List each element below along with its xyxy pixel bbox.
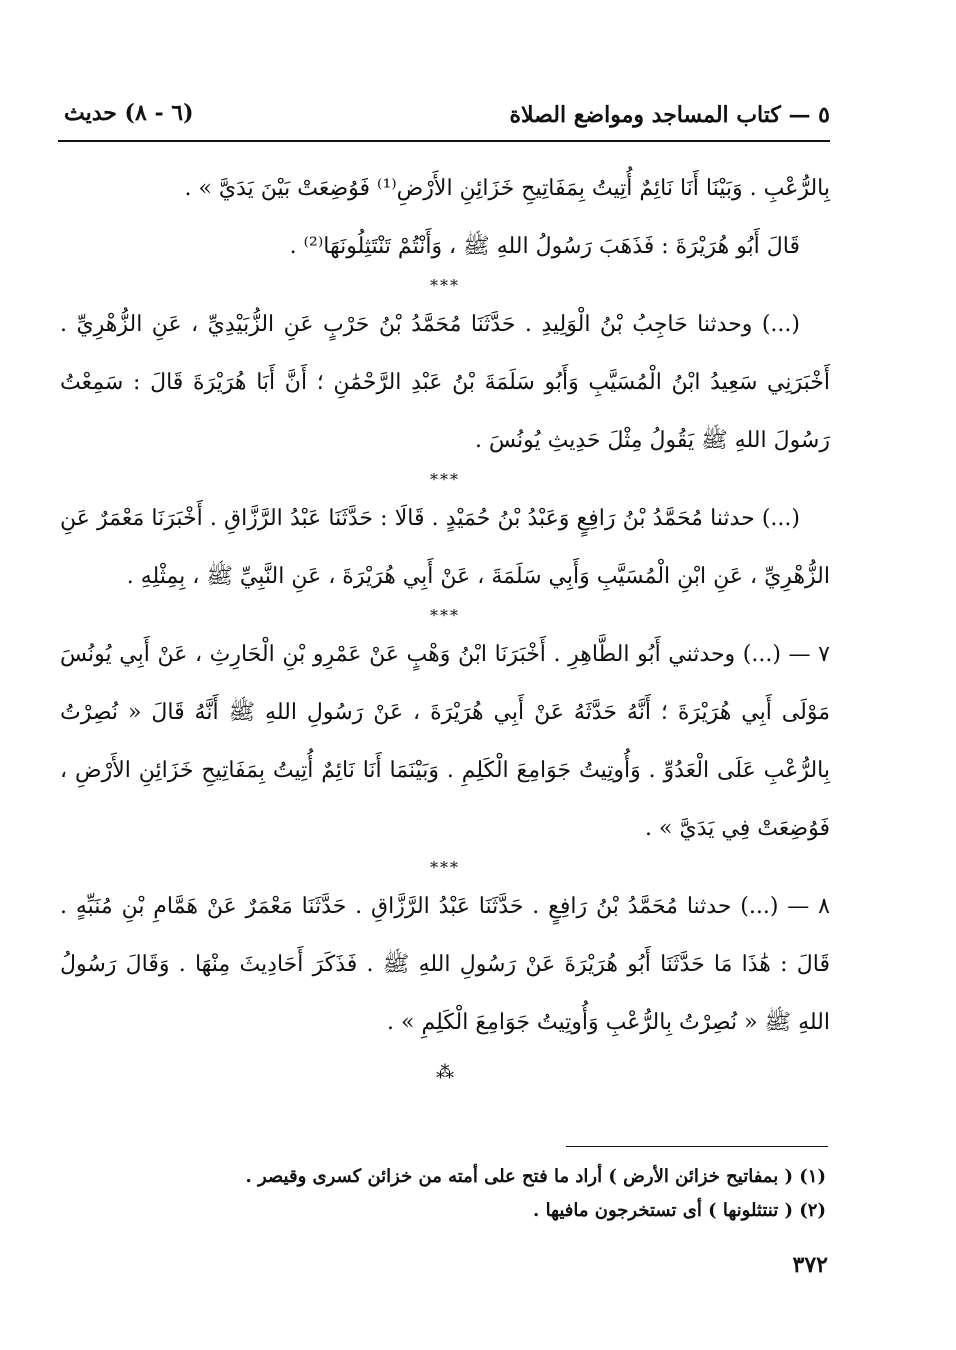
footnote-1: (١) ( بمفاتيح خزائن الأرض ) أراد ما فتح على أمته من خزائن كسرى وقيصر . — [245, 1166, 826, 1187]
paragraph-5: ٧ — (...) وحدثني أَبُو الطَّاهِرِ . أَخْبَرَنَا ابْنُ وَهْبٍ عَنْ عَمْرِو بْنِ الْحَارِثِ ، عَنْ أَبِي يُونُسَ مَوْلَى أَبِي هُرَيْرَةَ ؛ أَنَّهُ حَدَّثَهُ عَنْ أَبِي هُرَيْرَةَ ، عَنْ رَسُولِ اللهِ ﷺ أَنَّهُ قَالَ « نُصِرْتُ بِالرُّعْبِ عَلَى الْعَدُوِّ . وَأُوتِيتُ جَوَامِعَ الْكَلِمِ . وَبَيْنَمَا أَنَا نَائِمٌ أُتِيتُ بِمَفَاتِيحِ خَزَائِنِ الأَرْضِ ، فَوُضِعَتْ فِي يَدَيَّ » . — [60, 642, 830, 841]
footnotes — [120, 1160, 826, 1228]
paragraph-1: بِالرُّعْبِ . وَبَيْنَا أَنَا نَائِمٌ أُتِيتُ بِمَفَاتِيحِ خَزَائِنِ الأَرْضِ⁽¹⁾ فَوُضِعَتْ بَيْنَ يَدَيَّ » . — [184, 176, 830, 201]
section-separator: *** — [430, 858, 460, 877]
header-divider — [58, 140, 830, 142]
footnote-divider — [566, 1146, 828, 1147]
footnote-2: (٢) ( تنتثلونها ) أى تستخرجون مافيها . — [533, 1200, 826, 1221]
paragraph-2: قَالَ أَبُو هُرَيْرَةَ : فَذَهَبَ رَسُولُ اللهِ ﷺ ، وَأَنْتُمْ تَنْتَثِلُونَهَا⁽²⁾ . — [289, 234, 800, 259]
chapter-title: ٥ — كتاب المساجد ومواضع الصلاة — [509, 102, 830, 128]
end-ornament: ⁂ — [436, 1062, 454, 1083]
main-text — [60, 160, 830, 1088]
page-number: ٣٧٢ — [792, 1252, 828, 1278]
paragraph-4: (...) حدثنا مُحَمَّدُ بْنُ رَافِعٍ وَعَبْدُ بْنُ حُمَيْدٍ . قَالَا : حَدَّثَنَا عَبْدُ الرَّزَّاقِ . أَخْبَرَنَا مَعْمَرٌ عَنِ الزُّهْرِيِّ ، عَنِ ابْنِ الْمُسَيَّبِ وَأَبِي سَلَمَةَ ، عَنْ أَبِي هُرَيْرَةَ ، عَنِ النَّبِيِّ ﷺ ، بِمِثْلِهِ . — [60, 506, 830, 589]
section-separator: *** — [430, 470, 460, 489]
paragraph-6: ٨ — (...) حدثنا مُحَمَّدُ بْنُ رَافِعٍ . حَدَّثَنَا عَبْدُ الرَّزَّاقِ . حَدَّثَنَا مَعْمَرٌ عَنْ هَمَّامِ بْنِ مُنَبِّهٍ . قَالَ : هَٰذَا مَا حَدَّثَنَا أَبُو هُرَيْرَةَ عَنْ رَسُولِ اللهِ ﷺ . فَذَكَرَ أَحَادِيثَ مِنْهَا . وَقَالَ رَسُولُ اللهِ ﷺ « نُصِرْتُ بِالرُّعْبِ وَأُوتِيتُ جَوَامِعَ الْكَلِمِ » . — [60, 894, 831, 1035]
hadith-range: (٦ - ٨) حديث — [64, 100, 194, 126]
page-header — [58, 96, 830, 138]
section-separator: *** — [430, 606, 460, 625]
paragraph-3: (...) وحدثنا حَاجِبُ بْنُ الْوَلِيدِ . حَدَّثَنَا مُحَمَّدُ بْنُ حَرْبٍ عَنِ الزُّبَيْدِيِّ ، عَنِ الزُّهْرِيِّ . أَخْبَرَنِي سَعِيدُ ابْنُ الْمُسَيَّبِ وَأَبُو سَلَمَةَ بْنُ عَبْدِ الرَّحْمَٰنِ ؛ أَنَّ أَبَا هُرَيْرَةَ قَالَ : سَمِعْتُ رَسُولَ اللهِ ﷺ يَقُولُ مِثْلَ حَدِيثِ يُونُسَ . — [60, 312, 830, 453]
section-separator: *** — [430, 276, 460, 295]
